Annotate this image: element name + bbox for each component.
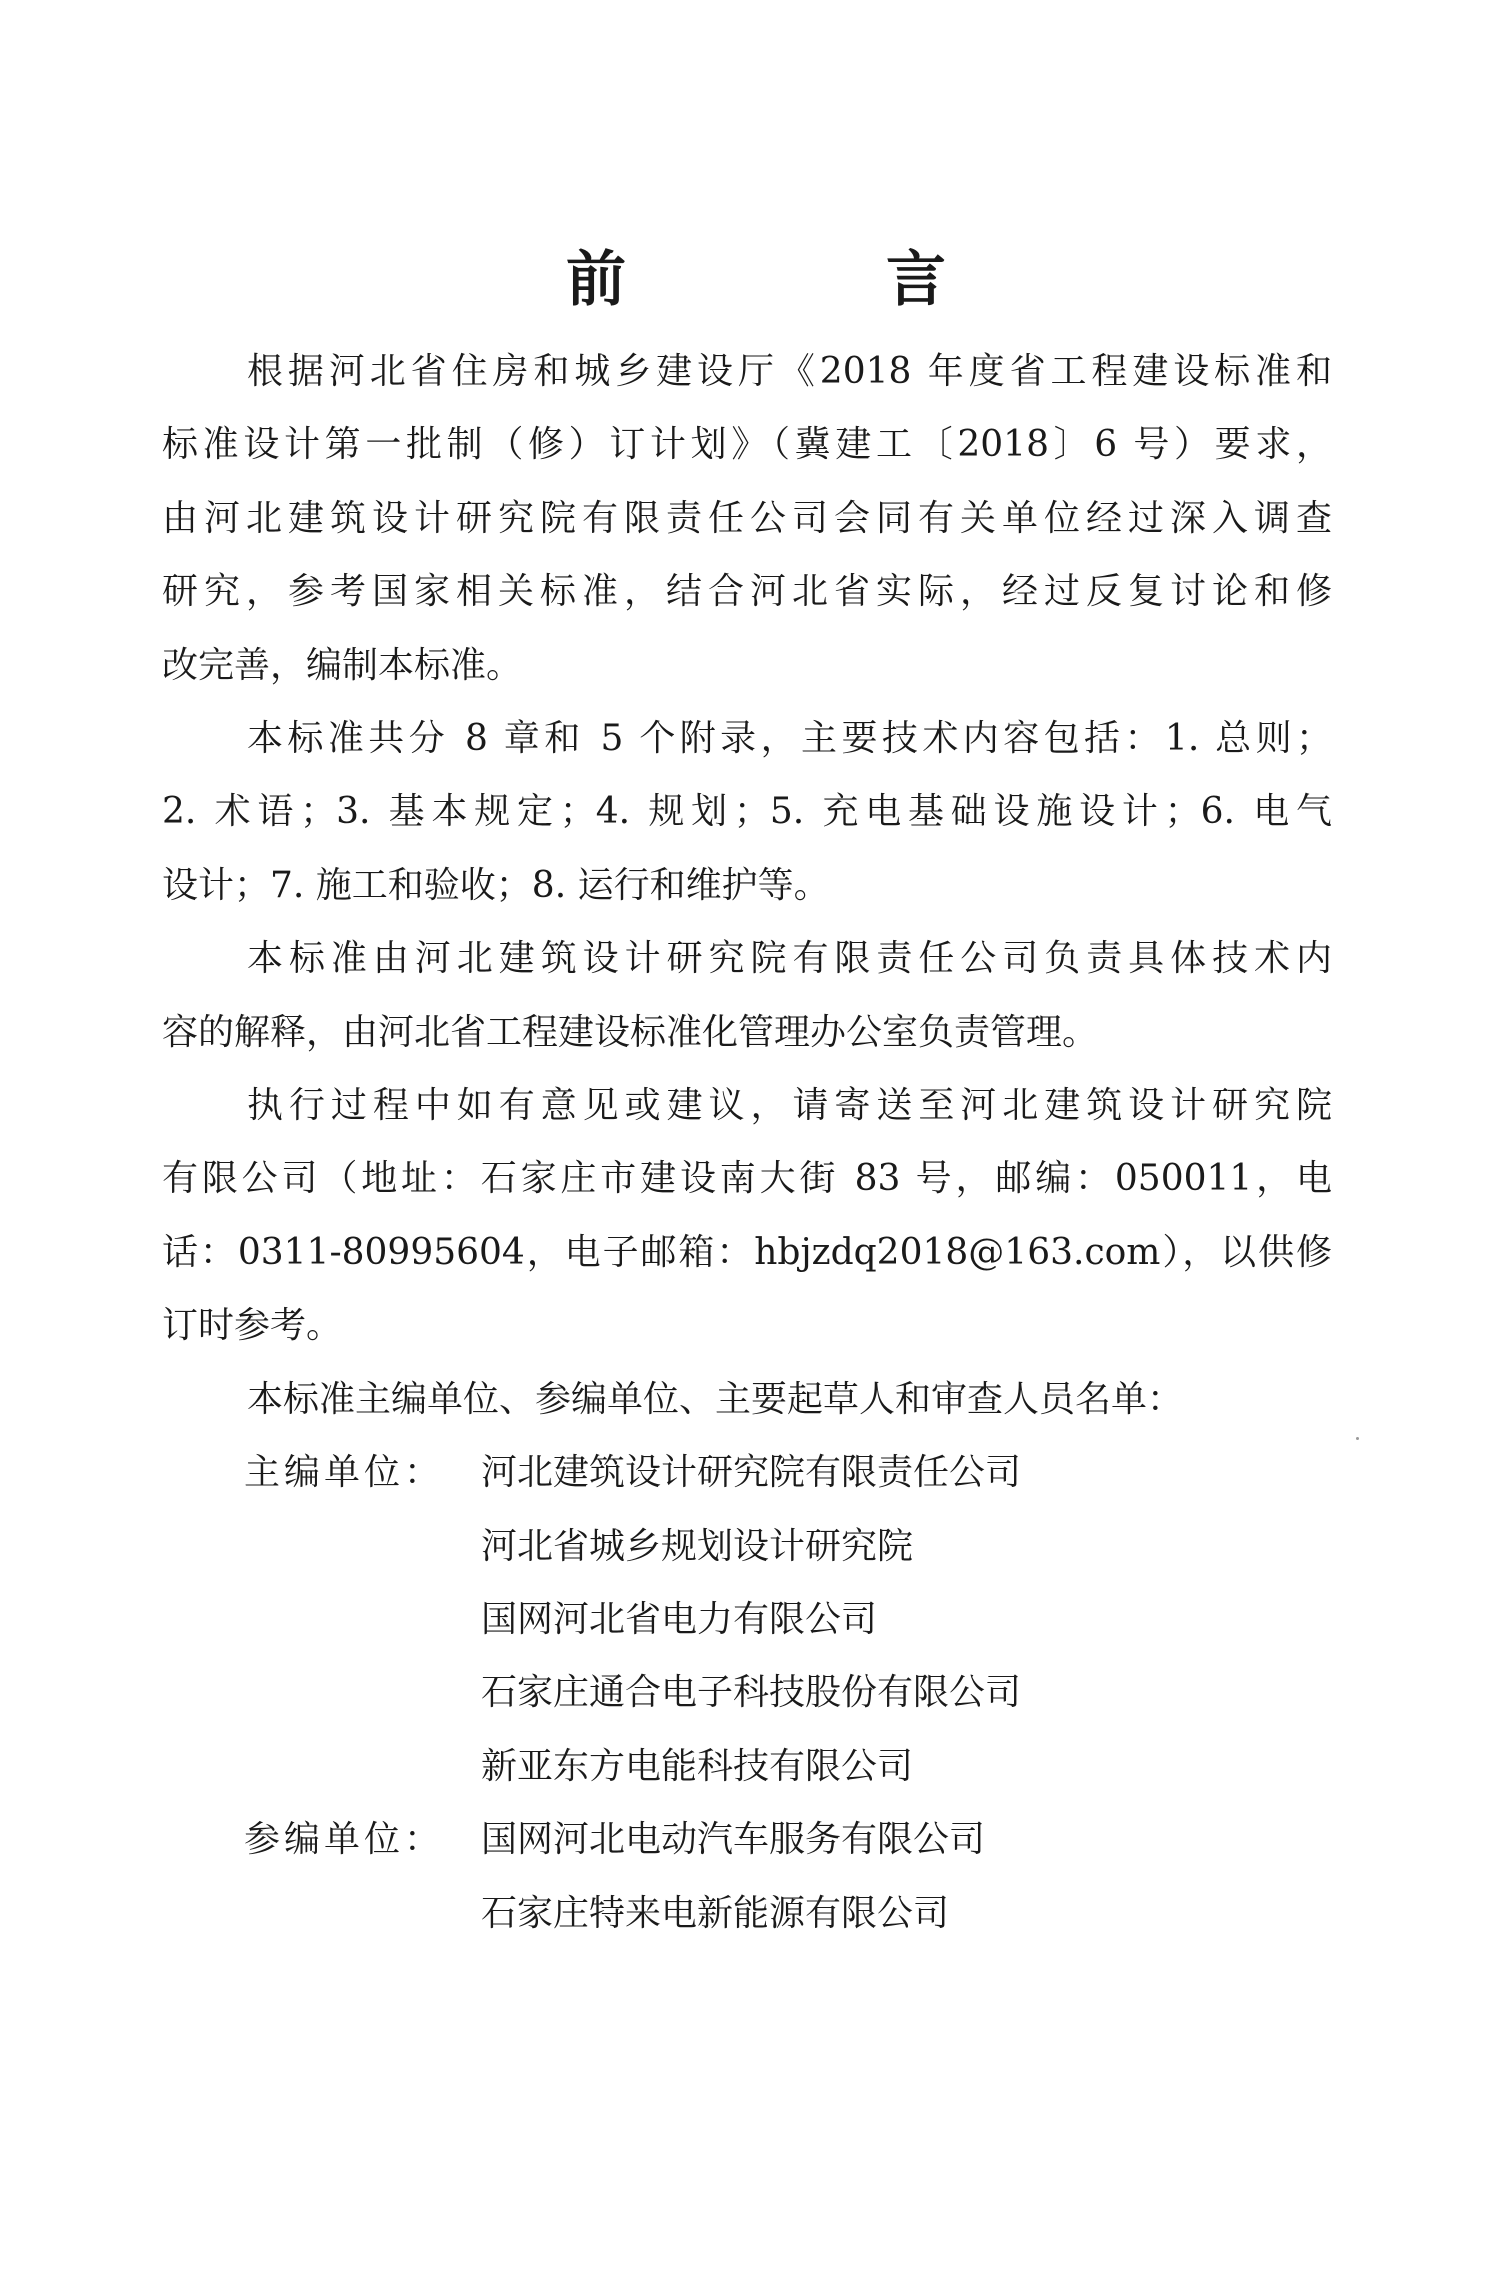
paragraph-feedback — [162, 1069, 1332, 1363]
list-item: 新亚东方电能科技有限公司 — [481, 1745, 914, 1787]
paragraph-interpretation — [162, 922, 1332, 1069]
list-item: 石家庄特来电新能源有限公司 — [481, 1892, 950, 1934]
chief-units-list — [481, 1436, 1021, 1803]
paragraph-basis — [162, 335, 1332, 702]
participating-units-label: 参编单位： — [244, 1819, 445, 1861]
paragraph-line: 本标准由河北建筑设计研究院有限责任公司负责具体技术内 — [247, 938, 1332, 980]
list-item: 河北建筑设计研究院有限责任公司 — [481, 1452, 1022, 1494]
paragraph-line: 标准设计第一批制（修）订计划》（冀建工〔2018〕6 号）要求， — [162, 424, 1332, 466]
paragraph-line: 话：0311-80995604，电子邮箱：hbjzdq2018@163.com），以供修 — [162, 1231, 1332, 1273]
paragraph-line: 设计；7. 施工和验收；8. 运行和维护等。 — [162, 864, 830, 906]
participating-units-group — [162, 1803, 1332, 1950]
chief-units-label: 主编单位： — [244, 1452, 445, 1494]
paragraph-line: 有限公司（地址：石家庄市建设南大街 83 号，邮编：050011，电 — [162, 1158, 1332, 1200]
paragraph-line: 改完善，编制本标准。 — [162, 644, 523, 686]
page-title: 前 言 — [566, 245, 1046, 316]
paragraph-line: 2. 术语；3. 基本规定；4. 规划；5. 充电基础设施设计；6. 电气 — [162, 791, 1332, 833]
paragraph-contents — [162, 702, 1332, 922]
paragraph-line: 由河北建筑设计研究院有限责任公司会同有关单位经过深入调查 — [162, 497, 1332, 539]
list-item: 河北省城乡规划设计研究院 — [481, 1525, 914, 1567]
scan-speck — [1356, 1437, 1359, 1440]
paragraph-line: 研究，参考国家相关标准，结合河北省实际，经过反复讨论和修 — [162, 571, 1332, 613]
list-item: 国网河北省电力有限公司 — [481, 1598, 878, 1640]
participating-units-list — [481, 1803, 985, 1950]
document-body — [162, 335, 1332, 1950]
paragraph-line: 根据河北省住房和城乡建设厅《2018 年度省工程建设标准和 — [247, 351, 1332, 392]
chief-units-group — [162, 1436, 1332, 1803]
paragraph-line: 本标准共分 8 章和 5 个附录，主要技术内容包括：1. 总则； — [247, 718, 1332, 760]
paragraph-line: 容的解释，由河北省工程建设标准化管理办公室负责管理。 — [162, 1011, 1099, 1053]
units-intro: 本标准主编单位、参编单位、主要起草人和审查人员名单： — [247, 1378, 1184, 1420]
paragraph-line: 执行过程中如有意见或建议，请寄送至河北建筑设计研究院 — [247, 1085, 1332, 1127]
list-item: 国网河北电动汽车服务有限公司 — [481, 1819, 986, 1861]
list-item: 石家庄通合电子科技股份有限公司 — [481, 1672, 1022, 1714]
paragraph-line: 订时参考。 — [162, 1305, 343, 1347]
